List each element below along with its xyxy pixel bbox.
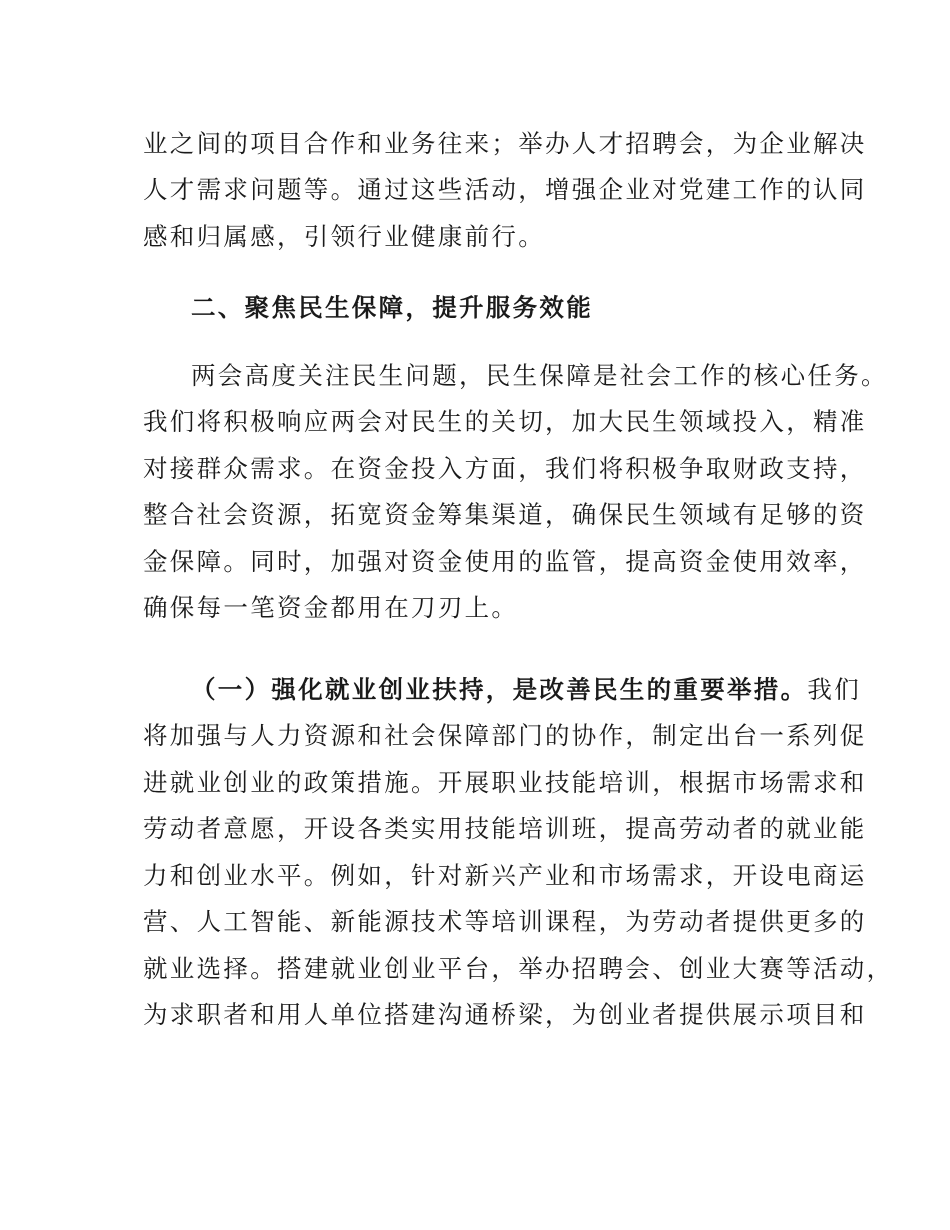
paragraph-2-line-4: 整合社会资源，拓宽资金筹集渠道，确保民生领域有足够的资 (143, 500, 867, 529)
paragraph-2-line-2: 我们将积极响应两会对民生的关切，加大民生领域投入，精准 (143, 407, 867, 436)
paragraph-3-line-1 (191, 670, 862, 710)
paragraph-1-line-2: 人才需求问题等。通过这些活动，增强企业对党建工作的认同 (143, 175, 867, 204)
paragraph-2-line-5: 金保障。同时，加强对资金使用的监管，提高资金使用效率， (143, 547, 867, 576)
paragraph-3-line-7: 就业选择。搭建就业创业平台，举办招聘会、创业大赛等活动， (143, 954, 894, 983)
paragraph-3-lead-rest: 我们 (807, 675, 862, 704)
subsection-heading-1: （一）强化就业创业扶持，是改善民生的重要举措。 (191, 675, 808, 704)
paragraph-1-line-3: 感和归属感，引领行业健康前行。 (143, 222, 545, 251)
paragraph-3-line-2: 将加强与人力资源和社会保障部门的协作，制定出台一系列促 (143, 721, 867, 750)
paragraph-1-line-1: 业之间的项目合作和业务往来；举办人才招聘会，为企业解决 (143, 129, 867, 158)
paragraph-3-line-8: 为求职者和用人单位搭建沟通桥梁，为创业者提供展示项目和 (143, 1000, 867, 1029)
paragraph-2-line-1: 两会高度关注民生问题，民生保障是社会工作的核心任务。 (191, 361, 888, 390)
paragraph-2-line-6: 确保每一笔资金都用在刀刃上。 (143, 593, 519, 622)
section-heading-2: 二、聚焦民生保障，提升服务效能 (191, 293, 593, 322)
paragraph-3-line-4: 劳动者意愿，开设各类实用技能培训班，提高劳动者的就业能 (143, 814, 867, 843)
paragraph-3-line-6: 营、人工智能、新能源技术等培训课程，为劳动者提供更多的 (143, 907, 867, 936)
paragraph-3-line-3: 进就业创业的政策措施。开展职业技能培训，根据市场需求和 (143, 768, 867, 797)
paragraph-2-line-3: 对接群众需求。在资金投入方面，我们将积极争取财政支持， (143, 454, 867, 483)
paragraph-3-line-5: 力和创业水平。例如，针对新兴产业和市场需求，开设电商运 (143, 861, 867, 890)
